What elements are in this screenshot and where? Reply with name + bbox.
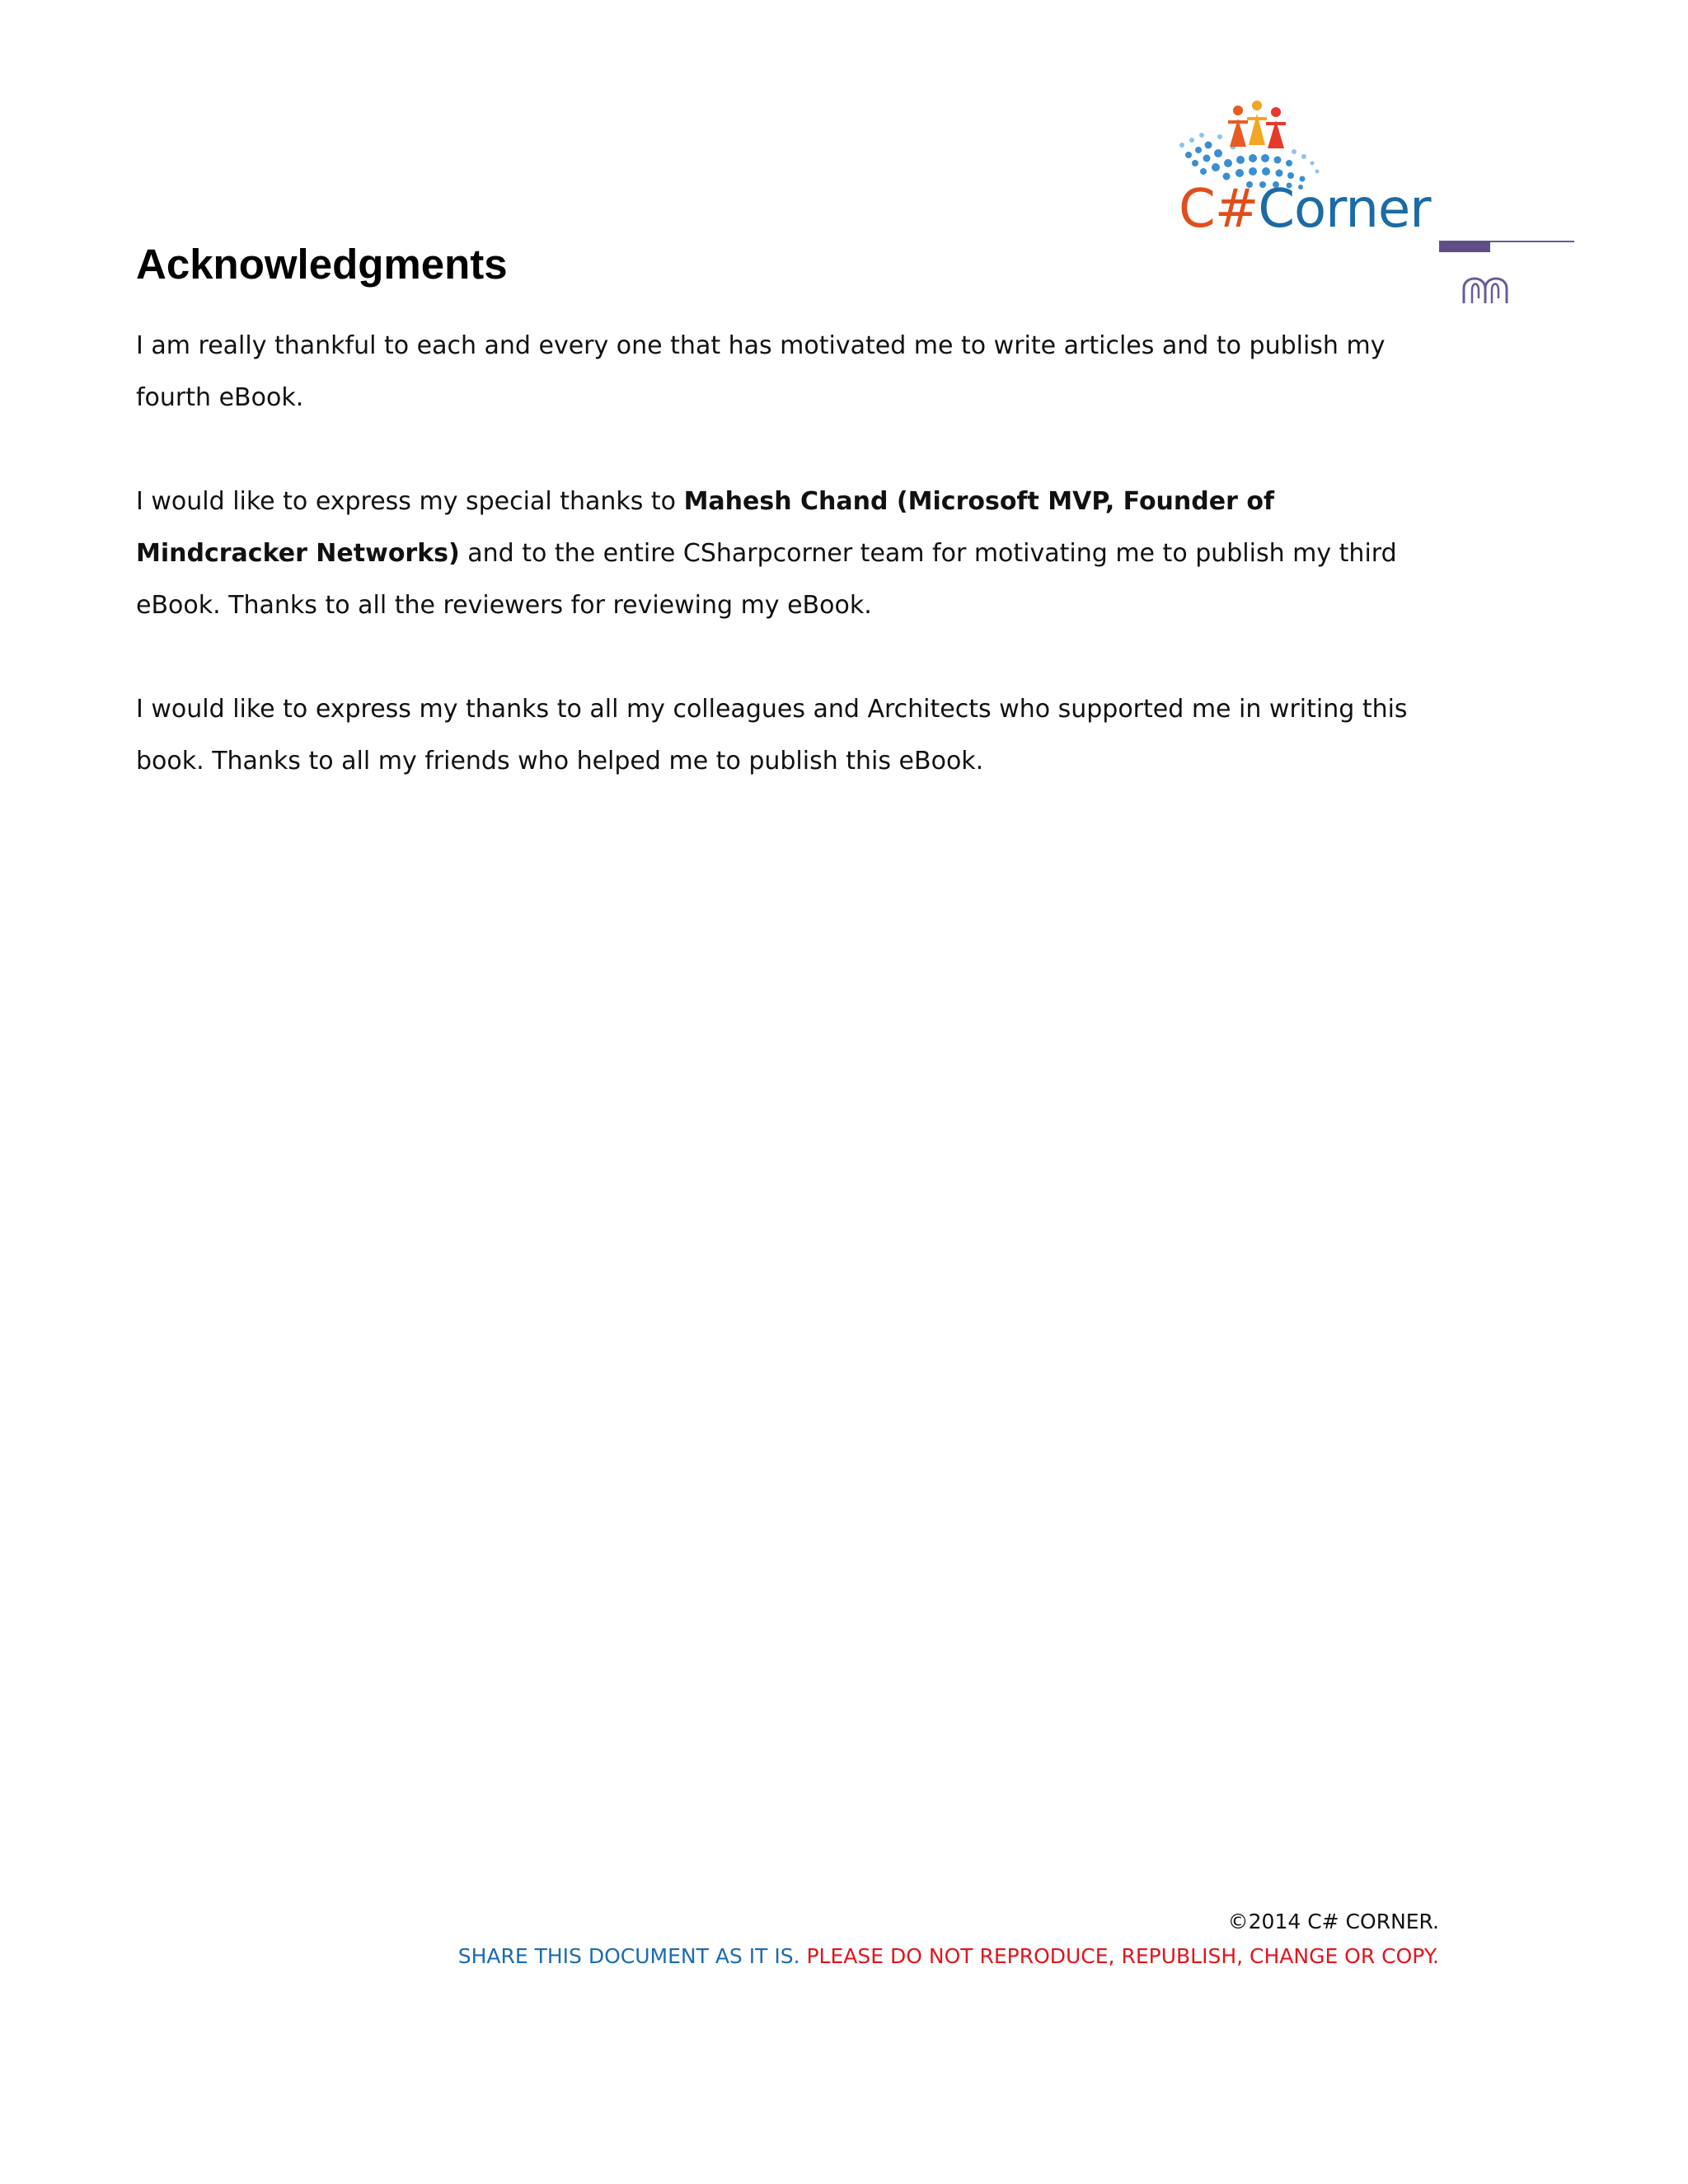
paragraph-1: I am really thankful to each and every one that has motivated me to write articles and to publish my fourth eBook. <box>136 331 1386 412</box>
logo-wordmark <box>1179 179 1431 240</box>
paragraph-2-bold-name: Mahesh Chand (Microsoft MVP, Founder of Mindcracker Networks) <box>136 487 1274 568</box>
footer-warning-text: PLEASE DO NOT REPRODUCE, REPUBLISH, CHANGE OR COPY. <box>806 1944 1439 1968</box>
paragraph-3: I would like to express my thanks to all my colleagues and Architects who supported me in writing this book. Thanks to all my friends who helped me to publish this eBook. <box>136 695 1408 776</box>
page-title: Acknowledgments <box>136 241 508 288</box>
body-text <box>136 320 1438 839</box>
csharp-corner-logo <box>1170 97 1434 241</box>
people-globe-icon <box>1170 97 1434 190</box>
paragraph-2-intro: I would like to express my special thanks to <box>136 487 684 516</box>
footer-copyright: ©2014 C# CORNER. <box>1227 1910 1439 1933</box>
logo-text-corner: Corner <box>1258 179 1431 240</box>
footer-notice <box>458 1942 1439 1971</box>
logo-text-csharp: C# <box>1179 179 1259 240</box>
paragraph-2-rest: and to the entire CSharpcorner team for motivating me to publish my third eBook. Thanks to all the reviewers for reviewing my eBook. <box>136 539 1397 620</box>
mindcracker-m-icon <box>1461 270 1512 307</box>
paragraph-2 <box>136 476 1438 631</box>
header-accent-block <box>1439 241 1490 252</box>
footer-share-text: SHARE THIS DOCUMENT AS IT IS. <box>457 1944 800 1968</box>
